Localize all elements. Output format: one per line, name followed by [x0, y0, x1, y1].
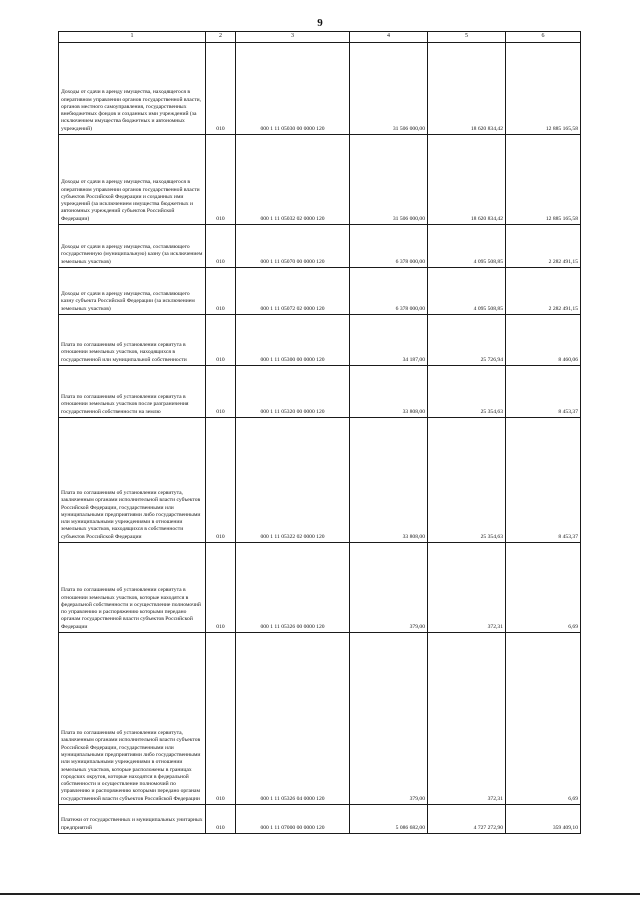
- column-header: 6: [506, 32, 581, 43]
- table-row: [59, 633, 581, 805]
- page-number: 9: [317, 17, 323, 29]
- column-header: 1: [59, 32, 206, 43]
- row-code-cell: 010: [206, 418, 236, 543]
- row-fact-cell: 25 354,63: [428, 366, 506, 418]
- table-row: [59, 135, 581, 225]
- row-code-cell: 010: [206, 543, 236, 633]
- row-name-cell: Платежи от государственных и муниципальных унитарных предприятий: [59, 805, 206, 834]
- column-header: 4: [350, 32, 428, 43]
- row-plan-cell: 6 378 000,00: [350, 268, 428, 315]
- row-name-cell: Плата по соглашениям об установлении сервитута в отношении земельных участков, которые находятся в федеральной собственности и осуществление полномочий по управлению и распоряжению которыми передано органам государственной власти субъектов Российской Федерации: [59, 543, 206, 633]
- table-row: [59, 805, 581, 834]
- row-rest-cell: 8 453,37: [506, 366, 581, 418]
- row-plan-cell: 6 378 000,00: [350, 225, 428, 268]
- row-name-cell: Доходы от сдачи в аренду имущества, составляющего казну субъекта Российской Федерации (за исключением земельных участков): [59, 268, 206, 315]
- row-code-cell: 010: [206, 135, 236, 225]
- row-kbk-cell: 000 1 11 05322 02 0000 120: [236, 418, 350, 543]
- row-plan-cell: 379,00: [350, 543, 428, 633]
- row-fact-cell: 372,31: [428, 543, 506, 633]
- row-rest-cell: 12 885 165,58: [506, 43, 581, 135]
- table-row: [59, 315, 581, 366]
- row-rest-cell: 8 460,06: [506, 315, 581, 366]
- column-header: 5: [428, 32, 506, 43]
- row-rest-cell: 2 282 491,15: [506, 268, 581, 315]
- row-name-cell: Плата по соглашениям об установлении сервитута, заключенным органами исполнительной власти субъектов Российской Федерации, государственными или муниципальными предприятиями либо государственными или муниципальными учреждениями в отношении земельных участков, которые расположены в границах городских округов, которые находятся в федеральной собственности и осуществление полномочий по управлению и распоряжению которыми передано органам государственной власти субъектов Российской Федерации: [59, 633, 206, 805]
- row-name-cell: Плата по соглашениям об установлении сервитута, заключенным органами исполнительной власти субъектов Российской Федерации, государственными или муниципальными предприятиями либо государственными или муниципальными учреждениями в отношении земельных участков, находящихся в собственности субъектов Российской Федерации: [59, 418, 206, 543]
- table-row: [59, 418, 581, 543]
- table-row: [59, 43, 581, 135]
- row-kbk-cell: 000 1 11 05032 02 0000 120: [236, 135, 350, 225]
- row-name-cell: Доходы от сдачи в аренду имущества, находящегося в оперативном управлении органов государственной власти, органов местного самоуправления, государственных внебюджетных фондов и созданных ими учреждений (за исключением имущества бюджетных и автономных учреждений): [59, 43, 206, 135]
- column-header: 3: [236, 32, 350, 43]
- row-plan-cell: 5 086 682,00: [350, 805, 428, 834]
- row-code-cell: 010: [206, 633, 236, 805]
- row-fact-cell: 4 095 508,85: [428, 268, 506, 315]
- row-kbk-cell: 000 1 11 05326 04 0000 120: [236, 633, 350, 805]
- row-kbk-cell: 000 1 11 05320 00 0000 120: [236, 366, 350, 418]
- row-kbk-cell: 000 1 11 05326 00 0000 120: [236, 543, 350, 633]
- row-name-cell: Доходы от сдачи в аренду имущества, находящегося в оперативном управлении органов государственной власти субъектов Российской Федерации и созданных ими учреждений (за исключением имущества бюджетных и автономных учреждений субъектов Российской Федерации): [59, 135, 206, 225]
- page-bottom-rule: [0, 893, 640, 895]
- row-fact-cell: 4 727 272,90: [428, 805, 506, 834]
- row-fact-cell: 18 620 834,42: [428, 135, 506, 225]
- row-code-cell: 010: [206, 43, 236, 135]
- row-kbk-cell: 000 1 11 05070 00 0000 120: [236, 225, 350, 268]
- row-kbk-cell: 000 1 11 05300 00 0000 120: [236, 315, 350, 366]
- row-rest-cell: 2 282 491,15: [506, 225, 581, 268]
- table-row: [59, 543, 581, 633]
- row-plan-cell: 31 506 000,00: [350, 43, 428, 135]
- row-kbk-cell: 000 1 11 05030 00 0000 120: [236, 43, 350, 135]
- row-code-cell: 010: [206, 315, 236, 366]
- row-fact-cell: 4 095 508,85: [428, 225, 506, 268]
- row-rest-cell: 12 885 165,58: [506, 135, 581, 225]
- column-header: 2: [206, 32, 236, 43]
- row-name-cell: Плата по соглашениям об установлении сервитута в отношении земельных участков, находящихся в государственной или муниципальной собственности: [59, 315, 206, 366]
- table-row: [59, 268, 581, 315]
- row-fact-cell: 18 620 834,42: [428, 43, 506, 135]
- row-fact-cell: 25 726,94: [428, 315, 506, 366]
- row-code-cell: 010: [206, 805, 236, 834]
- table-row: [59, 225, 581, 268]
- column-number-row: [59, 32, 581, 43]
- row-rest-cell: 359 409,10: [506, 805, 581, 834]
- row-code-cell: 010: [206, 268, 236, 315]
- row-kbk-cell: 000 1 11 07000 00 0000 120: [236, 805, 350, 834]
- row-name-cell: Доходы от сдачи в аренду имущества, составляющего государственную (муниципальную) казну (за исключением земельных участков): [59, 225, 206, 268]
- row-kbk-cell: 000 1 11 05072 02 0000 120: [236, 268, 350, 315]
- row-plan-cell: 379,00: [350, 633, 428, 805]
- row-code-cell: 010: [206, 366, 236, 418]
- row-plan-cell: 33 808,00: [350, 418, 428, 543]
- row-plan-cell: 33 808,00: [350, 366, 428, 418]
- revenue-table: [58, 31, 581, 834]
- row-plan-cell: 34 187,00: [350, 315, 428, 366]
- row-plan-cell: 31 506 000,00: [350, 135, 428, 225]
- row-fact-cell: 25 354,63: [428, 418, 506, 543]
- row-rest-cell: 8 453,37: [506, 418, 581, 543]
- row-rest-cell: 6,69: [506, 633, 581, 805]
- table-row: [59, 366, 581, 418]
- row-rest-cell: 6,69: [506, 543, 581, 633]
- row-name-cell: Плата по соглашениям об установлении сервитута в отношении земельных участков после разграничения государственной собственности на землю: [59, 366, 206, 418]
- row-fact-cell: 372,31: [428, 633, 506, 805]
- row-code-cell: 010: [206, 225, 236, 268]
